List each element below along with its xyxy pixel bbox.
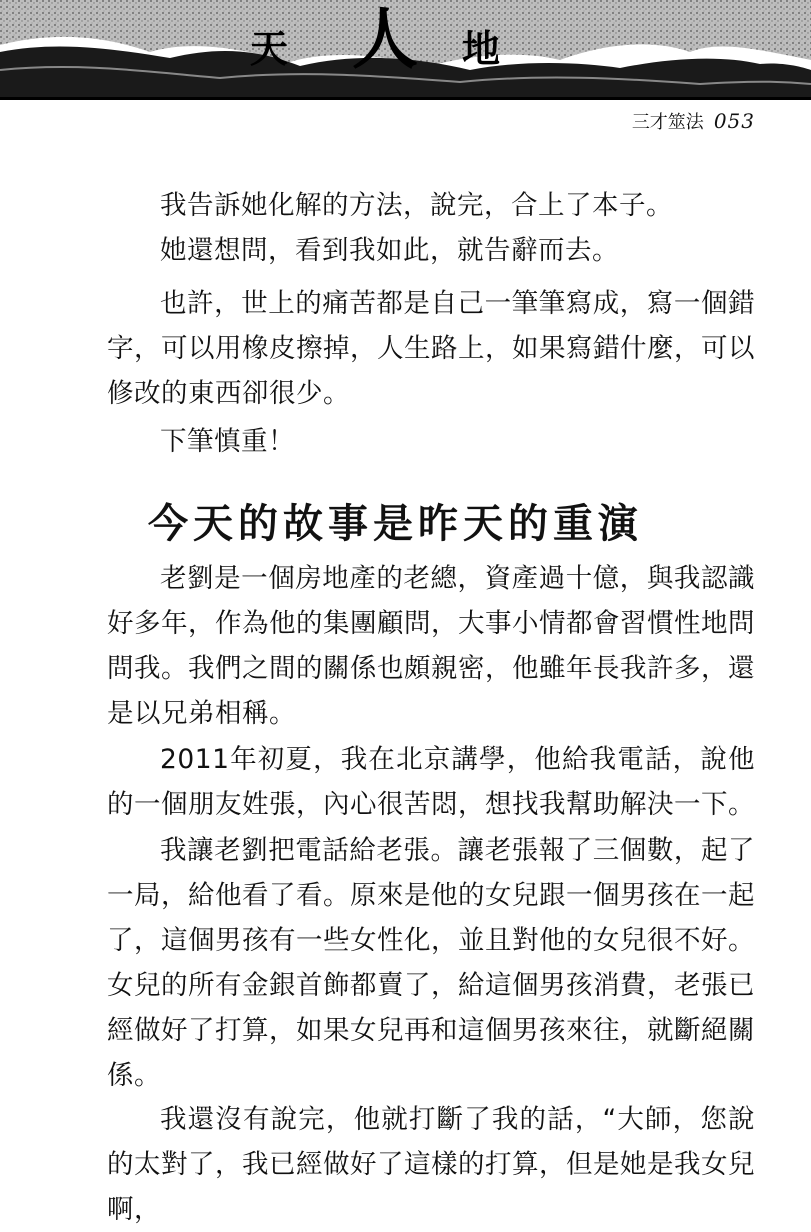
header-char-human: 人 [352,0,418,78]
paragraph: 她還想問，看到我如此，就告辭而去。 [160,235,619,266]
paragraph: 也許，世上的痛苦都是自己一筆筆寫成，寫一個錯字，可以用橡皮擦掉，人生路上，如果寫錯什麼，可以修改的東西卻很少。 [107,288,755,409]
paragraph: 2011年初夏，我在北京講學，他給我電話，說他的一個朋友姓張，內心很苦悶，想找我幫助解決一下。 [107,744,755,820]
paragraph: 下筆慎重！ [160,426,295,457]
running-header [632,108,755,134]
page-header [0,0,811,105]
paragraph: 老劉是一個房地產的老總，資產過十億，與我認識好多年，作為他的集團顧問，大事小情都會習慣性地問問我。我們之間的關係也頗親密，他雖年長我許多，還是以兄弟相稱。 [107,563,755,729]
header-char-heaven: 天 [250,26,289,71]
paragraph: 我告訴她化解的方法，說完，合上了本子。 [160,190,673,221]
paragraph: 我讓老劉把電話給老張。讓老張報了三個數，起了一局，給他看了看。原來是他的女兒跟一個男孩在一起了，這個男孩有一些女性化，並且對他的女兒很不好。女兒的所有金銀首飾都賣了，給這個男孩消費，老張已經做好了打算，如果女兒再和這個男孩來往，就斷絕關係。 [107,835,755,1091]
section-title: 三才筮法 [631,112,704,133]
section-heading: 今天的故事是昨天的重演 [148,501,643,547]
paragraph: 我還沒有說完，他就打斷了我的話，“大師，您說的太對了，我已經做好了這樣的打算，但是她是我女兒啊， [107,1104,755,1225]
header-char-earth: 地 [462,26,501,71]
page-number: 053 [713,109,755,133]
